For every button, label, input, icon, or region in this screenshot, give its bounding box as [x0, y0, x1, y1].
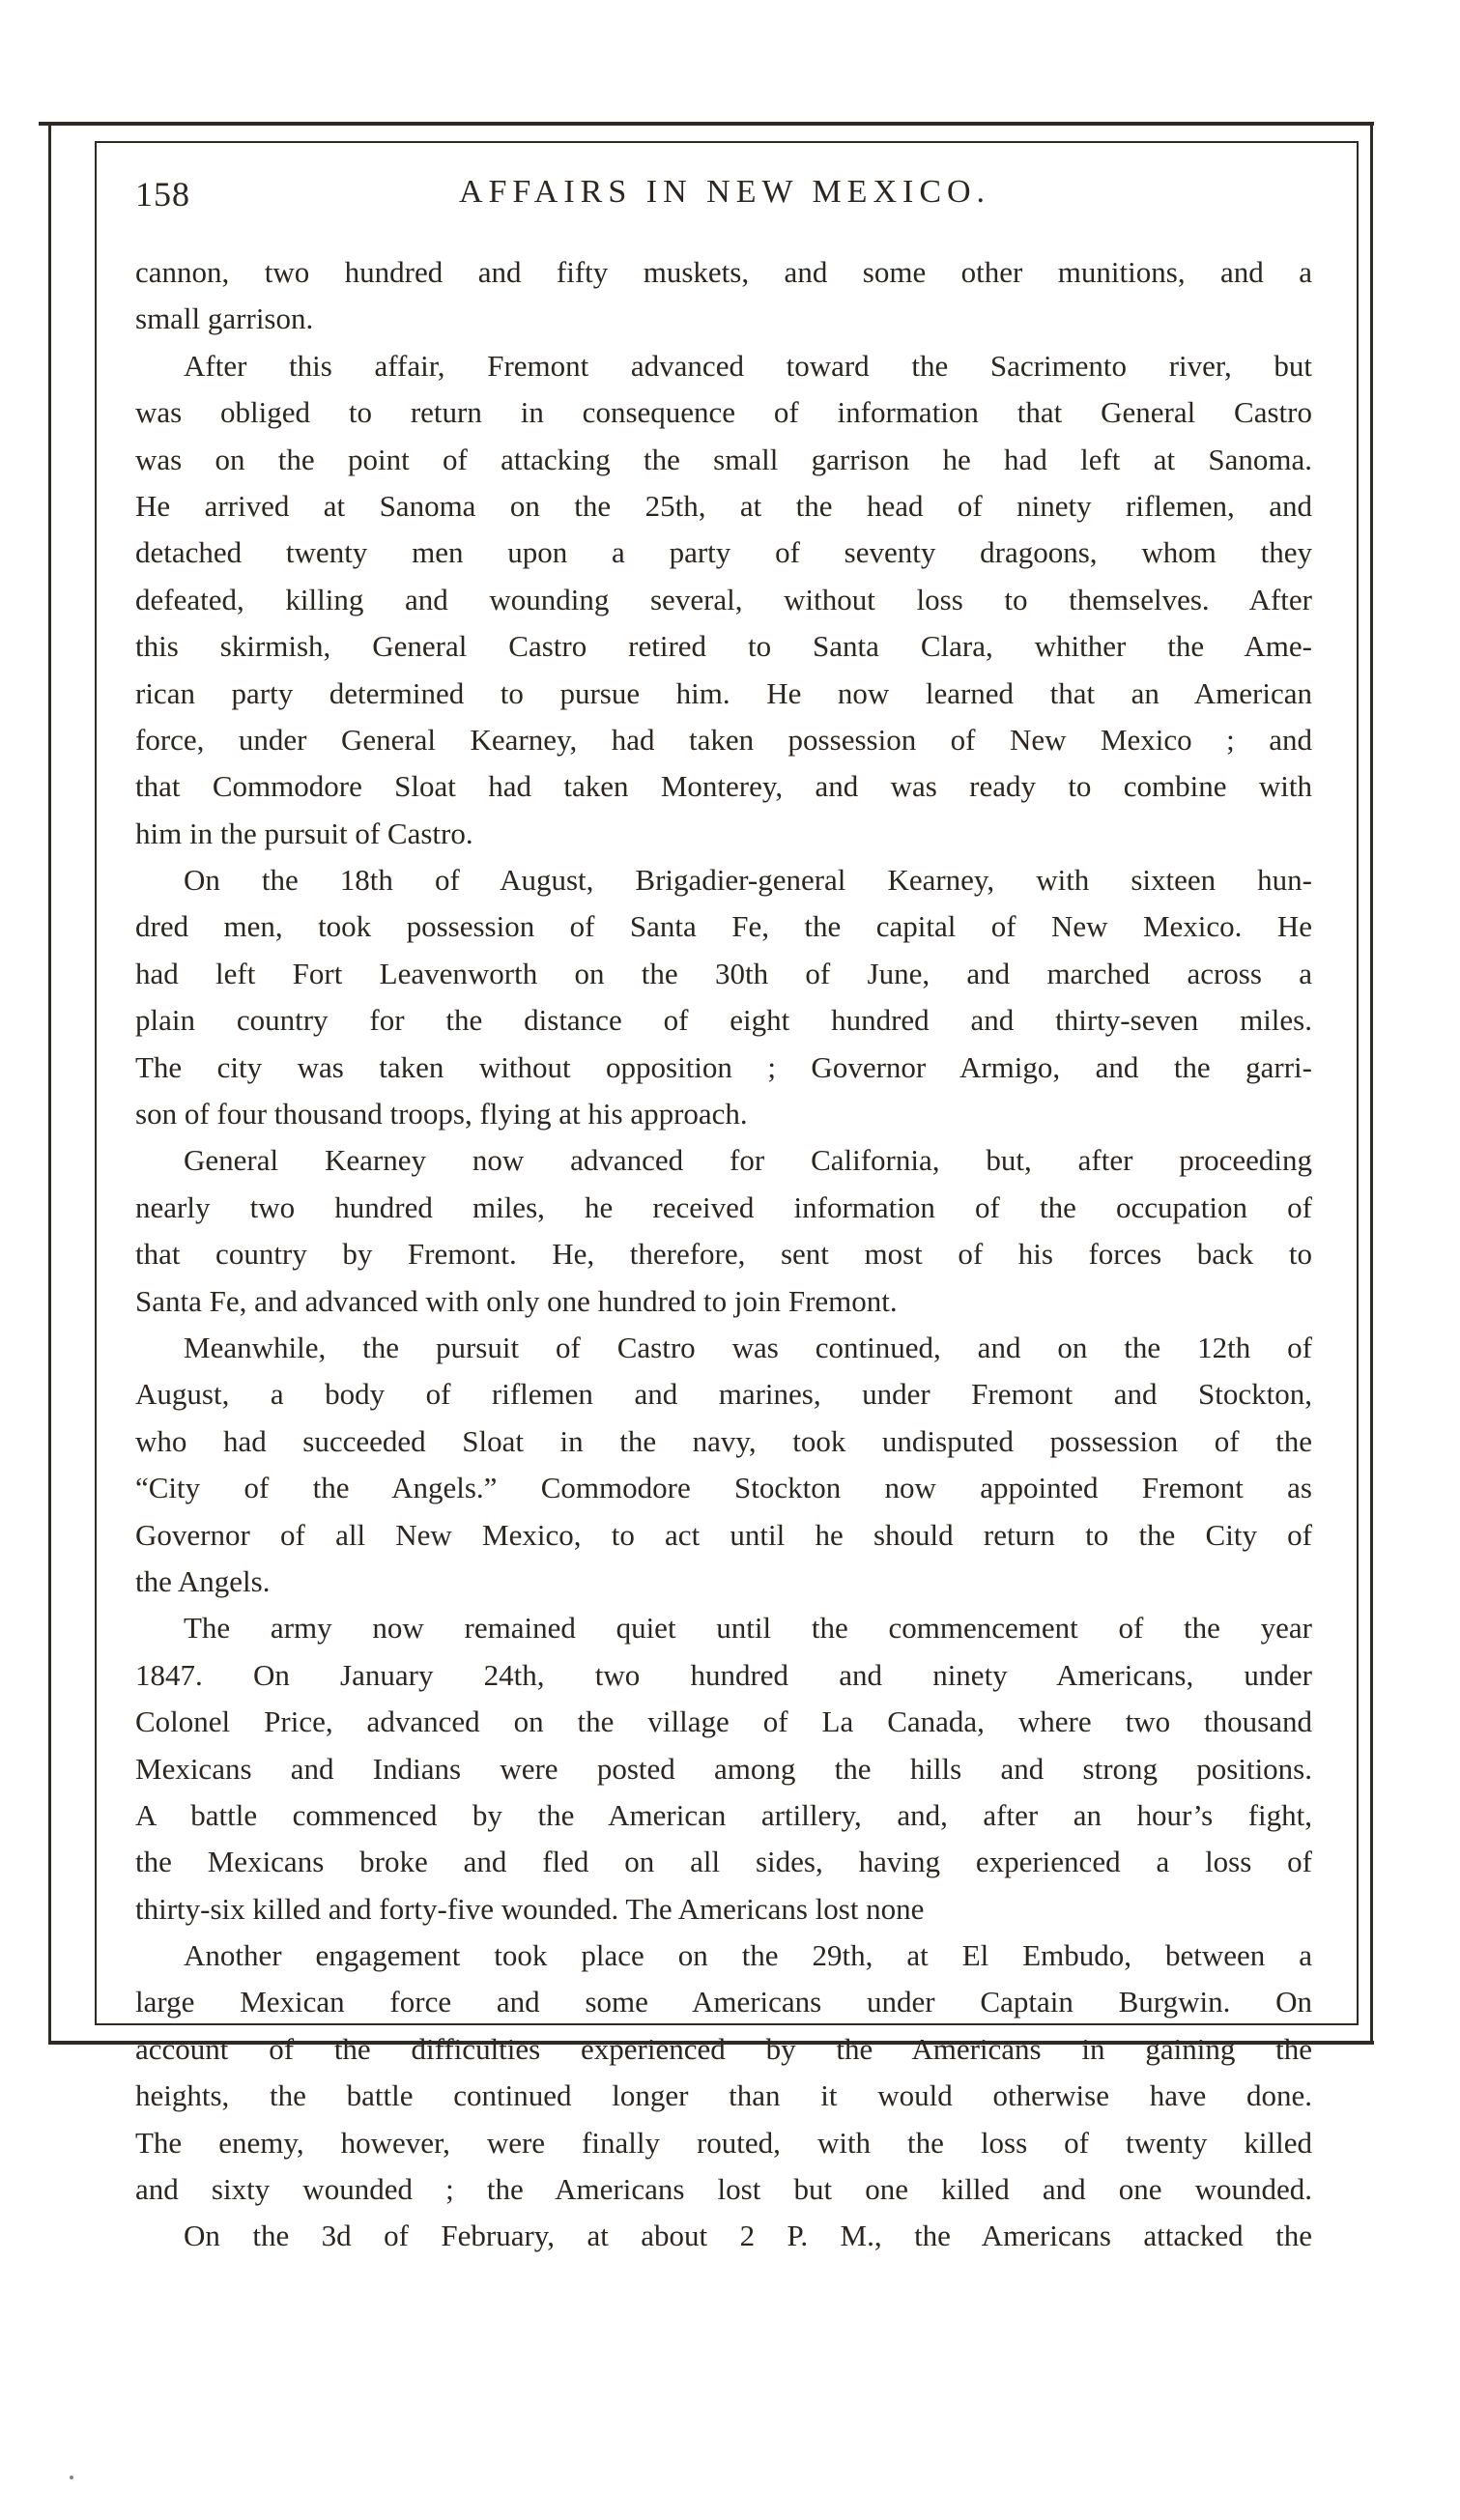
text-line: Colonel Price, advanced on the village of La Canada, where two thousand	[135, 1704, 1312, 1739]
text-line: and sixty wounded ; the Americans lost but one killed and one wounded.	[135, 2172, 1312, 2207]
text-line: The army now remained quiet until the commencement of the year	[184, 1611, 1312, 1646]
frame-rule-right-inner	[1357, 141, 1359, 2025]
text-line: thirty-six killed and forty-five wounded. The Americans lost none	[135, 1891, 925, 1926]
text-line: was obliged to return in consequence of information that General Castro	[135, 395, 1312, 430]
frame-rule-left-outer	[48, 122, 51, 2045]
text-line: who had succeeded Sloat in the navy, took undisputed possession of the	[135, 1423, 1312, 1458]
frame-rule-top-inner	[95, 141, 1359, 143]
text-line: small garrison.	[135, 301, 314, 336]
text-line: son of four thousand troops, flying at his approach.	[135, 1097, 748, 1131]
running-head: AFFAIRS IN NEW MEXICO.	[458, 174, 991, 210]
page-number: 158	[135, 175, 190, 214]
page-header	[135, 174, 1314, 232]
frame-rule-top-outer	[39, 122, 1374, 126]
text-line: After this affair, Fremont advanced toward the Sacrimento river, but	[184, 348, 1312, 383]
body-text	[135, 249, 1312, 2260]
text-line: force, under General Kearney, had taken possession of New Mexico ; and	[135, 722, 1312, 757]
text-line: Another engagement took place on the 29th, at El Embudo, between a	[184, 1938, 1312, 1973]
text-line: cannon, two hundred and fifty muskets, and some other munitions, and a	[135, 255, 1312, 289]
text-line: On the 3d of February, at about 2 P. M., the Americans attacked the	[184, 2219, 1312, 2253]
text-line: A battle commenced by the American artillery, and, after an hour’s fight,	[135, 1797, 1312, 1832]
text-line: He arrived at Sanoma on the 25th, at the head of ninety riflemen, and	[135, 488, 1312, 523]
text-line: dred men, took possession of Santa Fe, the capital of New Mexico. He	[135, 909, 1312, 944]
text-line: the Angels.	[135, 1563, 271, 1598]
text-line: General Kearney now advanced for California, but, after proceeding	[184, 1143, 1312, 1178]
text-line: the Mexicans broke and fled on all sides, having experienced a loss of	[135, 1845, 1312, 1879]
text-line: The city was taken without opposition ; Governor Armigo, and the garri-	[135, 1049, 1312, 1084]
frame-rule-right-outer	[1370, 126, 1373, 2045]
text-line: defeated, killing and wounding several, without loss to themselves. After	[135, 582, 1312, 616]
text-line: heights, the battle continued longer than it would otherwise have done.	[135, 2078, 1312, 2113]
text-line: Governor of all New Mexico, to act until he should return to the City of	[135, 1517, 1312, 1552]
text-line: this skirmish, General Castro retired to Santa Clara, whither the Ame-	[135, 629, 1312, 664]
text-line: plain country for the distance of eight hundred and thirty-seven miles.	[135, 1003, 1312, 1038]
text-line: The enemy, however, were finally routed, with the loss of twenty killed	[135, 2125, 1312, 2160]
text-line: August, a body of riflemen and marines, under Fremont and Stockton,	[135, 1377, 1312, 1412]
text-line: “City of the Angels.” Commodore Stockton now appointed Fremont as	[135, 1471, 1312, 1505]
text-line: had left Fort Leavenworth on the 30th of June, and marched across a	[135, 956, 1312, 990]
text-line: nearly two hundred miles, he received information of the occupation of	[135, 1189, 1312, 1224]
frame-rule-left-inner	[95, 141, 97, 2025]
text-line: Meanwhile, the pursuit of Castro was continued, and on the 12th of	[184, 1330, 1312, 1364]
text-line: was on the point of attacking the small garrison he had left at Sanoma.	[135, 442, 1312, 476]
text-line: On the 18th of August, Brigadier-general Kearney, with sixteen hun-	[184, 863, 1312, 898]
text-line: Santa Fe, and advanced with only one hundred to join Fremont.	[135, 1283, 898, 1318]
text-line: account of the difficulties experienced by the Americans in gaining the	[135, 2031, 1312, 2066]
text-line: detached twenty men upon a party of seventy dragoons, whom they	[135, 535, 1312, 570]
text-line: 1847. On January 24th, two hundred and ninety Americans, under	[135, 1657, 1312, 1692]
text-line: large Mexican force and some Americans under Captain Burgwin. On	[135, 1985, 1312, 2019]
text-line: him in the pursuit of Castro.	[135, 816, 473, 850]
text-line: rican party determined to pursue him. He now learned that an American	[135, 675, 1312, 710]
text-line: Mexicans and Indians were posted among the hills and strong positions.	[135, 1751, 1312, 1786]
text-line: that Commodore Sloat had taken Monterey, and was ready to combine with	[135, 769, 1312, 804]
paper-speck	[70, 2476, 73, 2479]
text-line: that country by Fremont. He, therefore, sent most of his forces back to	[135, 1237, 1312, 1272]
